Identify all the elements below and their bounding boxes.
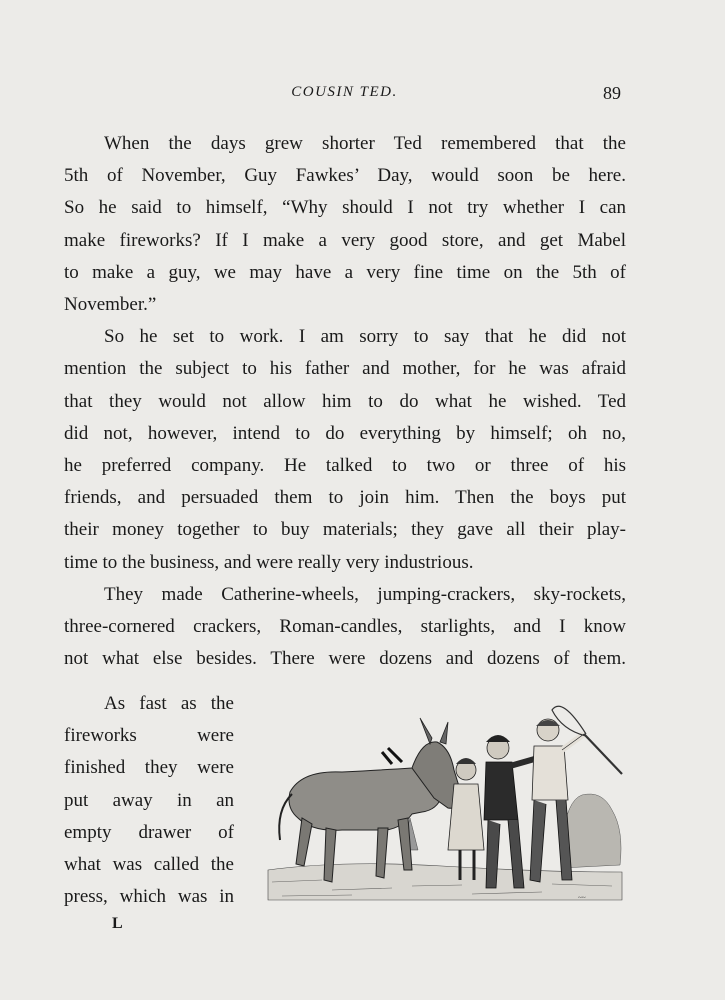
text-line: their money together to buy materials; they gave all their play- <box>64 519 626 541</box>
text-line: to make a guy, we may have a very fine time on the 5th of <box>64 261 626 283</box>
text-line: did not, however, intend to do everything by himself; oh no, <box>64 422 626 444</box>
page-number: 89 <box>603 83 621 103</box>
text-line: When the days grew shorter Ted remembered that the <box>104 133 626 154</box>
text-line: So he said to himself, “Why should I not try whether I can <box>64 197 626 219</box>
text-line: that they would not allow him to do what he wished. Ted <box>64 390 626 412</box>
text-line: friends, and persuaded them to join him. Then the boys put <box>64 487 626 509</box>
body-text <box>64 128 626 675</box>
signature-mark: L <box>112 915 123 932</box>
svg-text:~~: ~~ <box>578 894 586 902</box>
donkey-illustration <box>262 700 627 908</box>
running-head <box>62 84 627 108</box>
text-line: mention the subject to his father and mother, for he was afraid <box>64 358 626 380</box>
paragraph-2 <box>64 321 626 579</box>
wrapped-paragraph <box>64 688 234 913</box>
text-line: 5th of November, Guy Fawkes’ Day, would soon be here. <box>64 165 626 187</box>
text-line: empty drawer of <box>64 821 234 843</box>
text-line: make fireworks? If I make a very good store, and get Mabel <box>64 229 626 251</box>
text-line: not what else besides. There were dozens and dozens of them. <box>64 648 626 670</box>
running-title: COUSIN TED. <box>291 84 398 100</box>
paragraph-1 <box>64 128 626 321</box>
text-line: So he set to work. I am sorry to say that he did not <box>104 326 626 348</box>
text-line: They made Catherine-wheels, jumping-crackers, sky-rockets, <box>104 583 626 605</box>
text-line: November.” <box>64 294 157 316</box>
text-line: put away in an <box>64 789 234 811</box>
text-line: he preferred company. He talked to two or three of his <box>64 455 626 477</box>
text-line: three-cornered crackers, Roman-candles, starlights, and I know <box>64 616 626 638</box>
paragraph-3 <box>64 579 626 676</box>
text-line: what was called the <box>64 854 234 876</box>
text-line: As fast as the <box>104 693 234 714</box>
text-line: finished they were <box>64 757 234 779</box>
text-line: press, which was in <box>64 886 234 908</box>
text-line: fireworks were <box>64 725 234 747</box>
text-line: time to the business, and were really very industrious. <box>64 551 474 573</box>
